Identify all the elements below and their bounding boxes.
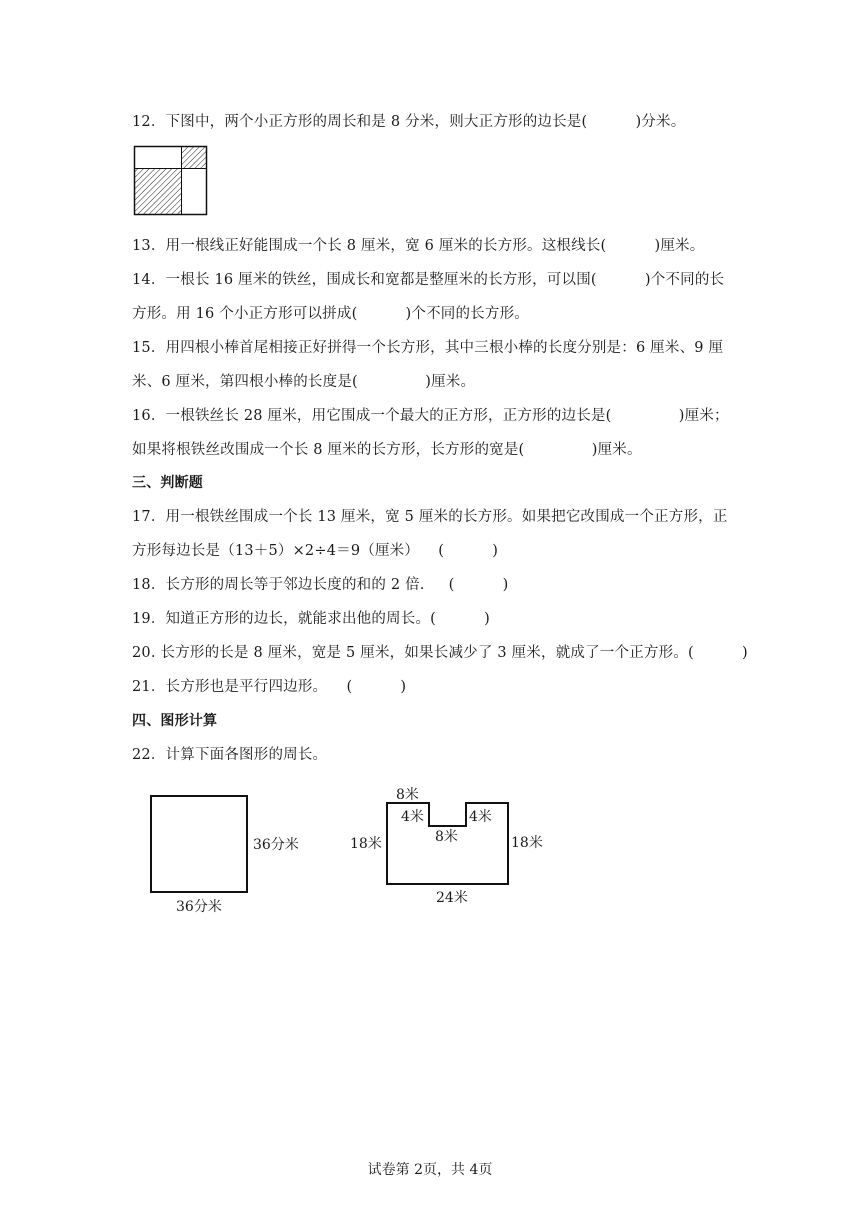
label-bottom: 24米 bbox=[436, 890, 468, 906]
square-bottom-label: 36分米 bbox=[176, 899, 222, 915]
question-17-line1: 17．用一根铁丝围成一个长 13 厘米，宽 5 厘米的长方形。如果把它改围成一个正方形，正 bbox=[132, 509, 728, 525]
question-17-line2: 方形每边长是（13＋5）×2÷4＝9（厘米） ( ) bbox=[132, 543, 499, 559]
label-left: 18米 bbox=[350, 836, 382, 852]
label-notch-right: 4米 bbox=[469, 809, 492, 825]
question-18: 18．长方形的周长等于邻边长度的和的 2 倍. ( ) bbox=[132, 577, 509, 593]
question-14-line1: 14．一根长 16 厘米的铁丝，围成长和宽都是整厘米的长方形，可以围( )个不同的长 bbox=[132, 272, 725, 288]
question-12: 12．下图中，两个小正方形的周长和是 8 分米，则大正方形的边长是( )分米。 bbox=[132, 114, 686, 130]
question-21: 21．长方形也是平行四边形。 ( ) bbox=[132, 679, 407, 695]
label-right: 18米 bbox=[511, 835, 543, 851]
square-right-label: 36分米 bbox=[253, 837, 299, 853]
question-20: 20. 长方形的长是 8 厘米，宽是 5 厘米，如果长减少了 3 厘米，就成了一个正方形。( ) bbox=[132, 645, 748, 661]
question-15-line1: 15．用四根小棒首尾相接正好拼得一个长方形，其中三根小棒的长度分别是：6 厘米、9 厘 bbox=[132, 340, 724, 356]
question-22: 22．计算下面各图形的周长。 bbox=[132, 747, 328, 763]
label-notch-bottom: 8米 bbox=[435, 829, 458, 845]
label-top-left: 8米 bbox=[396, 787, 419, 803]
square-figure bbox=[140, 785, 310, 920]
section-3-heading: 三、判断题 bbox=[132, 475, 203, 491]
question-15-line2: 米、6 厘米，第四根小棒的长度是( )厘米。 bbox=[132, 374, 476, 390]
question-19: 19．知道正方形的边长，就能求出他的周长。( ) bbox=[132, 611, 490, 627]
section-4-heading: 四、图形计算 bbox=[132, 713, 218, 729]
label-notch-left: 4米 bbox=[401, 809, 424, 825]
question-14-line2: 方形。用 16 个小正方形可以拼成( )个不同的长方形。 bbox=[132, 306, 529, 322]
page-footer: 试卷第 2页，共 4页 bbox=[367, 1162, 493, 1178]
notched-shape-figure bbox=[345, 782, 555, 912]
question-16-line1: 16．一根铁丝长 28 厘米，用它围成一个最大的正方形，正方形的边长是( )厘米； bbox=[132, 408, 729, 424]
question-16-line2: 如果将根铁丝改围成一个长 8 厘米的长方形，长方形的宽是( )厘米。 bbox=[132, 442, 642, 458]
squares-figure bbox=[133, 145, 209, 217]
question-13: 13．用一根线正好能围成一个长 8 厘米，宽 6 厘米的长方形。这根线长( )厘米。 bbox=[132, 238, 705, 254]
